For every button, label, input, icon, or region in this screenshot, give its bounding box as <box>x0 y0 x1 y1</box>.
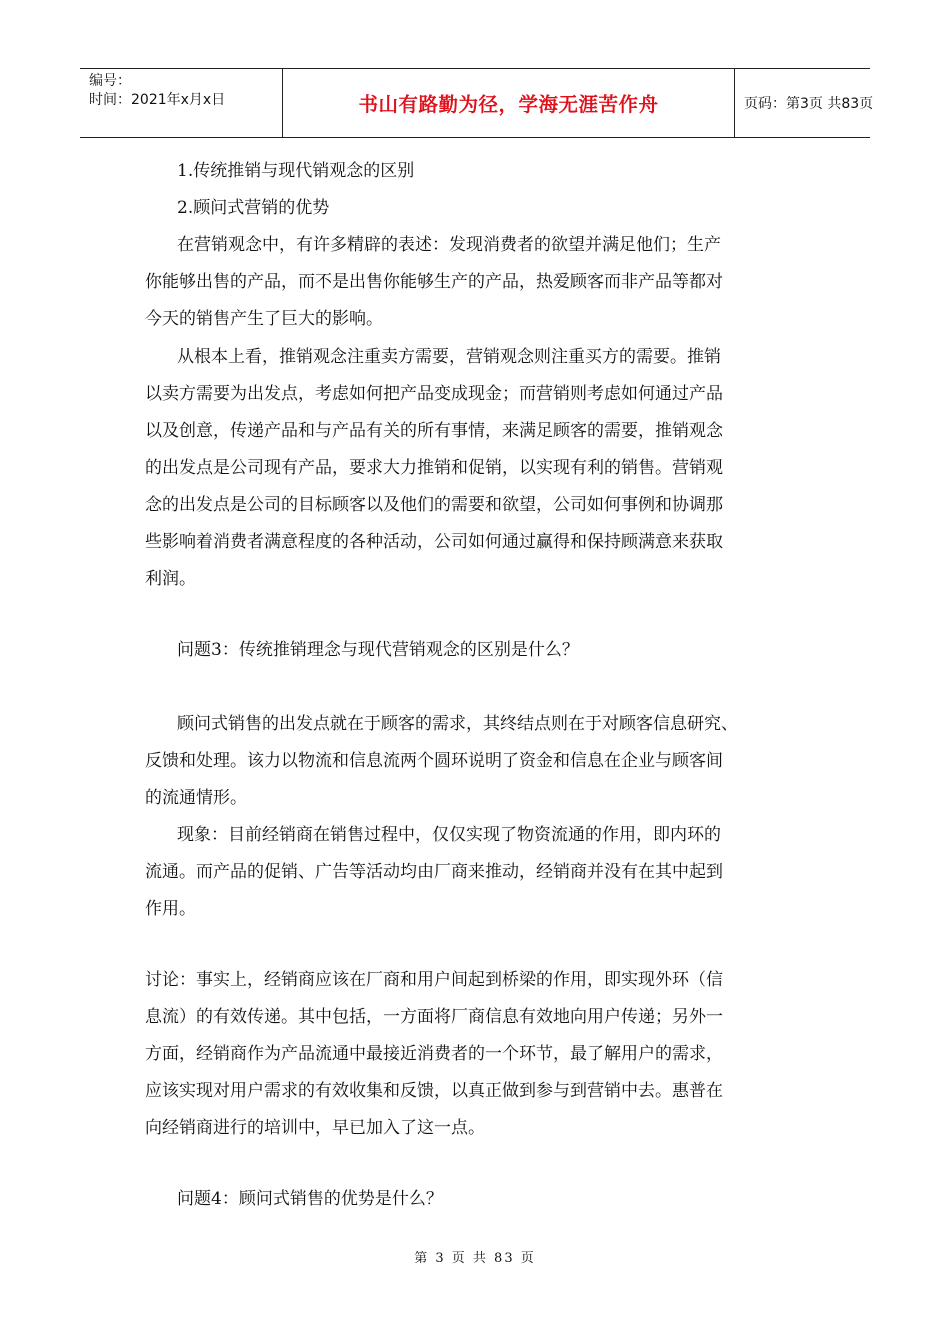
paragraph-line: 作用。 <box>145 899 196 919</box>
paragraph-line: 些影响着消费者满意程度的各种活动，公司如何通过赢得和保持顾满意来获取 <box>145 532 723 552</box>
paragraph-line: 在营销观念中，有许多精辟的表述：发现消费者的欲望并满足他们；生产 <box>177 235 721 255</box>
question-heading: 问题4：顾问式销售的优势是什么？ <box>177 1189 443 1209</box>
question-heading: 问题3：传统推销理念与现代营销观念的区别是什么？ <box>177 640 579 660</box>
page-header <box>80 68 874 138</box>
paragraph-line: 讨论：事实上，经销商应该在厂商和用户间起到桥梁的作用，即实现外环（信 <box>145 970 723 990</box>
paragraph-line: 念的出发点是公司的目标顾客以及他们的需要和欲望，公司如何事例和协调那 <box>145 495 723 515</box>
paragraph-line: 今天的销售产生了巨大的影响。 <box>145 309 383 329</box>
header-page-info: 页码：第3页 共83页 <box>744 96 874 112</box>
paragraph-line: 以卖方需要为出发点，考虑如何把产品变成现金；而营销则考虑如何通过产品 <box>145 384 723 404</box>
paragraph-line: 从根本上看，推销观念注重卖方需要，营销观念则注重买方的需要。推销 <box>177 347 721 367</box>
header-meta <box>80 69 282 137</box>
paragraph-line: 流通。而产品的促销、广告等活动均由厂商来推动，经销商并没有在其中起到 <box>145 862 723 882</box>
header-motto-cell <box>282 69 735 137</box>
paragraph-line: 以及创意，传递产品和与产品有关的所有事情，来满足顾客的需要，推销观念 <box>145 421 723 441</box>
paragraph-line: 顾问式销售的出发点就在于顾客的需求，其终结点则在于对顾客信息研究、 <box>177 714 738 734</box>
list-item: 1.传统推销与现代销观念的区别 <box>177 161 415 181</box>
paragraph-line: 的出发点是公司现有产品，要求大力推销和促销，以实现有利的销售。营销观 <box>145 458 723 478</box>
paragraph-line: 的流通情形。 <box>145 788 247 808</box>
page-footer: 第 3 页 共 83 页 <box>414 1251 536 1266</box>
list-item: 2.顾问式营销的优势 <box>177 198 330 218</box>
number-label: 编号： <box>89 73 131 89</box>
time-label: 时间：2021年x月x日 <box>89 92 226 108</box>
paragraph-line: 你能够出售的产品，而不是出售你能够生产的产品，热爱顾客而非产品等都对 <box>145 272 723 292</box>
paragraph-line: 现象：目前经销商在销售过程中，仅仅实现了物资流通的作用，即内环的 <box>177 825 721 845</box>
paragraph-line: 反馈和处理。该力以物流和信息流两个圆环说明了资金和信息在企业与顾客间 <box>145 751 723 771</box>
paragraph-line: 息流）的有效传递。其中包括，一方面将厂商信息有效地向用户传递；另外一 <box>145 1007 723 1027</box>
paragraph-line: 向经销商进行的培训中，早已加入了这一点。 <box>145 1118 485 1138</box>
paragraph-line: 方面，经销商作为产品流通中最接近消费者的一个环节，最了解用户的需求， <box>145 1044 723 1064</box>
paragraph-line: 利润。 <box>145 569 196 589</box>
paragraph-line: 应该实现对用户需求的有效收集和反馈，以真正做到参与到营销中去。惠普在 <box>145 1081 723 1101</box>
header-motto: 书山有路勤为径，学海无涯苦作舟 <box>358 93 659 116</box>
